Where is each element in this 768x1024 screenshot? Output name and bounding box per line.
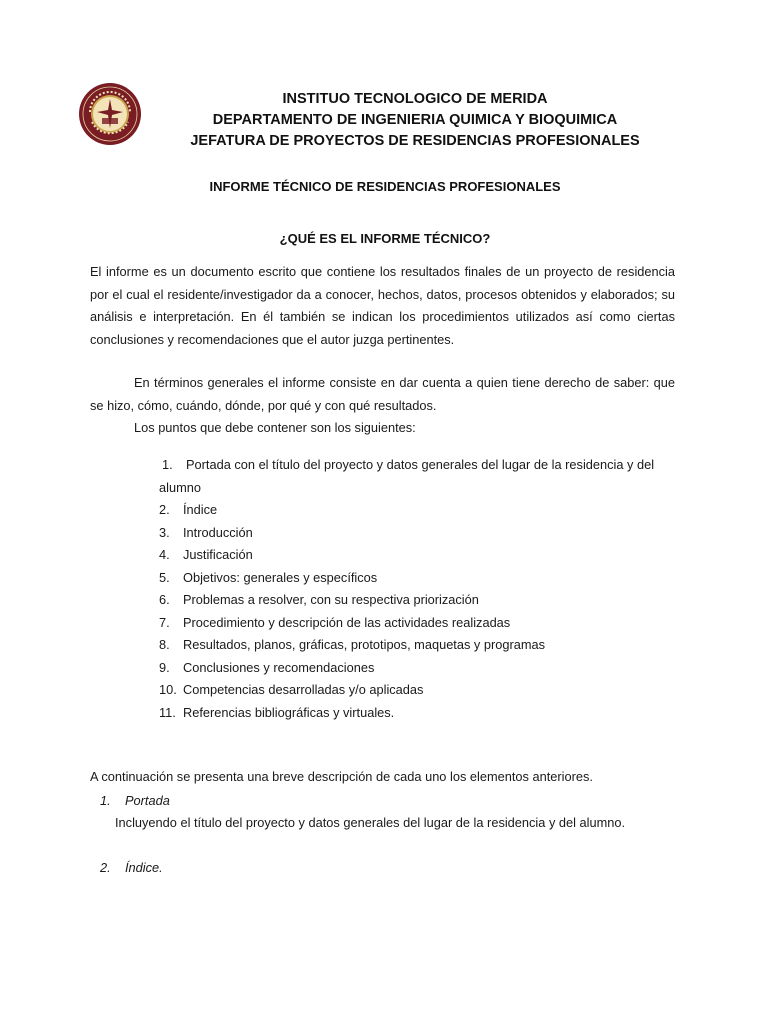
paragraph-portada: Incluyendo el título del proyecto y datos generales del lugar de la residencia y del alumno. bbox=[115, 815, 626, 830]
list-item: 2. Índice bbox=[159, 502, 218, 517]
header-department: DEPARTAMENTO DE INGENIERIA QUIMICA Y BIOQUIMICA bbox=[212, 112, 618, 128]
list-item: 7. Procedimiento y descripción de las actividades realizadas bbox=[159, 614, 511, 630]
list-item: 8. Resultados, planos, gráficas, prototipos, maquetas y programas bbox=[159, 637, 546, 652]
list-item: 6. Problemas a resolver, con su respectiva priorización bbox=[159, 592, 479, 607]
section-heading-portada: 1. Portada bbox=[100, 793, 170, 808]
list-item: 11. Referencias bibliográficas y virtuales. bbox=[159, 704, 395, 720]
section-heading-indice: 2. Índice. bbox=[100, 860, 163, 875]
paragraph-points-intro: Los puntos que debe contener son los siguientes: bbox=[134, 420, 416, 435]
paragraph-general-terms: En términos generales el informe consiste en dar cuenta a quien tiene derecho de saber: que se hizo, cómo, cuándo, dónde, por qué y con qué resultados. bbox=[90, 375, 675, 413]
header-office: JEFATURA DE PROYECTOS DE RESIDENCIAS PROFESIONALES bbox=[190, 133, 640, 149]
list-item: 3. Introducción bbox=[159, 524, 253, 540]
header-institute: INSTITUO TECNOLOGICO DE MERIDA bbox=[282, 91, 548, 107]
section-question-title: ¿QUÉ ES EL INFORME TÉCNICO? bbox=[279, 231, 491, 246]
paragraph-definition: El informe es un documento escrito que contiene los resultados finales de un proyecto de residencia por el cual el residente/investigador da a conocer, hechos, datos, procesos obtenidos y elaborados; su análisis e interpretación. En él también se indican los procedimientos utilizados así como ciertas conclusiones y recomendaciones que el autor juzga pertinentes. bbox=[90, 264, 675, 347]
list-item: 4. Justificación bbox=[159, 547, 253, 562]
document-header bbox=[150, 89, 680, 152]
list-item: 9. Conclusiones y recomendaciones bbox=[159, 659, 375, 675]
document-title: INFORME TÉCNICO DE RESIDENCIAS PROFESIONALES bbox=[209, 179, 561, 194]
list-item: 1. Portada con el título del proyecto y datos generales del lugar de la residencia y del alumno bbox=[159, 457, 655, 495]
list-item: 5. Objetivos: generales y específicos bbox=[159, 569, 378, 585]
institute-seal-icon bbox=[78, 82, 142, 146]
paragraph-description-intro: A continuación se presenta una breve descripción de cada uno los elementos anteriores. bbox=[90, 769, 593, 784]
list-item: 10. Competencias desarrolladas y/o aplicadas bbox=[159, 682, 424, 697]
contents-list bbox=[159, 454, 679, 724]
